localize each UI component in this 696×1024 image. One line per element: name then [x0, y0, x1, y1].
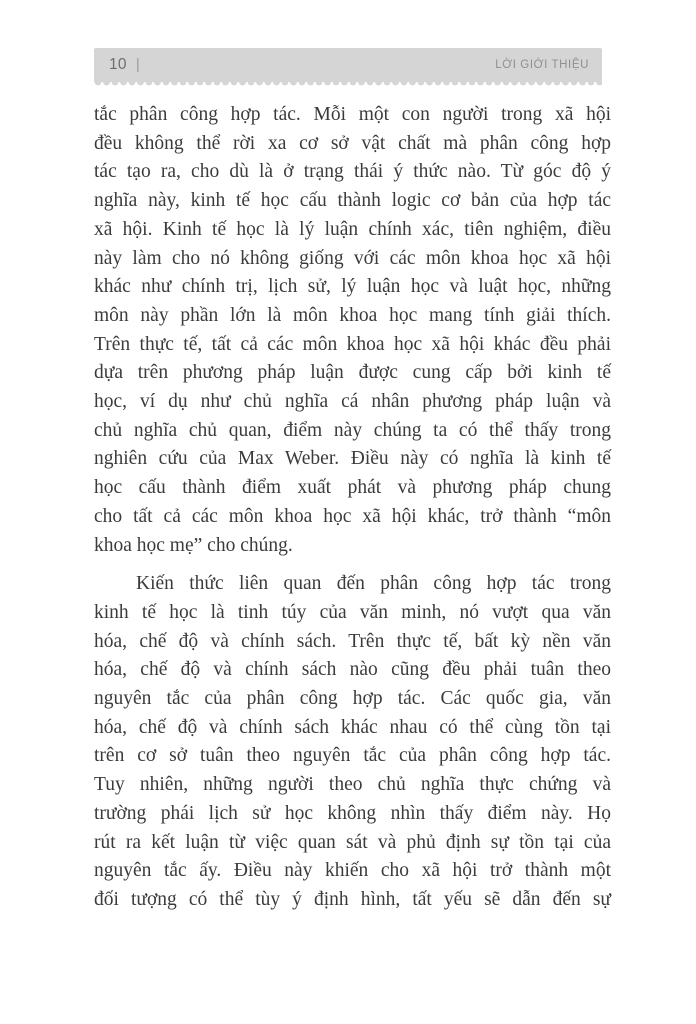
text-line: tác tạo ra, cho dù là ở trạng thái ý thức nào. Từ góc độ ý: [94, 161, 611, 183]
text-line: hóa, chế độ và chính sách. Trên thực tế, bất kỳ nền văn: [94, 630, 611, 652]
text-column: [94, 101, 611, 915]
text-line: nguyên tắc ấy. Điều này khiến cho xã hội trở thành một: [94, 860, 611, 882]
text-line: khoa học mẹ” cho chúng.: [94, 534, 293, 556]
text-line: rút ra kết luận từ việc quan sát và phủ định sự tồn tại của: [94, 831, 611, 853]
text-line: Kiến thức liên quan đến phân công hợp tác trong: [136, 573, 611, 595]
page-number-group: [109, 56, 140, 74]
page-number: 10: [109, 56, 127, 73]
running-title: LỜI GIỚI THIỆU: [495, 59, 589, 71]
text-line: hóa, chế độ và chính sách nào cũng đều phải tuân theo: [94, 659, 611, 681]
text-line: hóa, chế độ và chính sách khác nhau có thể cùng tồn tại: [94, 716, 611, 738]
text-line: này làm cho nó không giống với các môn khoa học xã hội: [94, 247, 611, 269]
text-line: Tuy nhiên, những người theo chủ nghĩa thực chứng và: [94, 774, 611, 796]
text-line: nghĩa này, kinh tế học cấu thành logic cơ bản của hợp tác: [94, 190, 611, 212]
text-line: chủ nghĩa chủ quan, điểm này chúng ta có thể thấy trong: [94, 419, 611, 441]
text-line: kinh tế học là tinh túy của văn minh, nó vượt qua văn: [94, 601, 611, 623]
paragraph: [94, 101, 611, 560]
running-header-bar: [94, 48, 602, 82]
text-line: học, ví dụ như chủ nghĩa cá nhân phương pháp luận và: [94, 391, 611, 413]
scalloped-edge: [94, 82, 602, 87]
text-line: khác như chính trị, lịch sử, lý luận học và luật học, những: [94, 276, 611, 298]
text-line: nghiên cứu của Max Weber. Điều này có nghĩa là kinh tế: [94, 448, 611, 470]
text-line: môn này phần lớn là môn khoa học mang tính giải thích.: [94, 304, 611, 326]
text-line: trên cơ sở tuân theo nguyên tắc của phân công hợp tác.: [94, 745, 611, 767]
text-line: trường phái lịch sử học không nhìn thấy điểm này. Họ: [94, 802, 611, 824]
text-line: đều không thể rời xa cơ sở vật chất mà phân công hợp: [94, 132, 611, 154]
text-line: nguyên tắc của phân công hợp tác. Các quốc gia, văn: [94, 688, 611, 710]
text-line: học cấu thành điểm xuất phát và phương pháp chung: [94, 477, 611, 499]
text-line: tắc phân công hợp tác. Mỗi một con người trong xã hội: [94, 104, 611, 125]
text-line: xã hội. Kinh tế học là lý luận chính xác, tiên nghiệm, điều: [94, 218, 611, 240]
text-line: cho tất cả các môn khoa học xã hội khác, trở thành “môn: [94, 505, 611, 527]
text-line: dựa trên phương pháp luận được cung cấp bởi kinh tế: [94, 362, 611, 384]
page-number-separator: |: [135, 55, 140, 73]
text-line: Trên thực tế, tất cả các môn khoa học xã hội khác đều phải: [94, 333, 611, 355]
paragraph: [94, 570, 611, 914]
text-line: đối tượng có thể tùy ý định hình, tất yếu sẽ dẫn đến sự: [94, 888, 611, 910]
